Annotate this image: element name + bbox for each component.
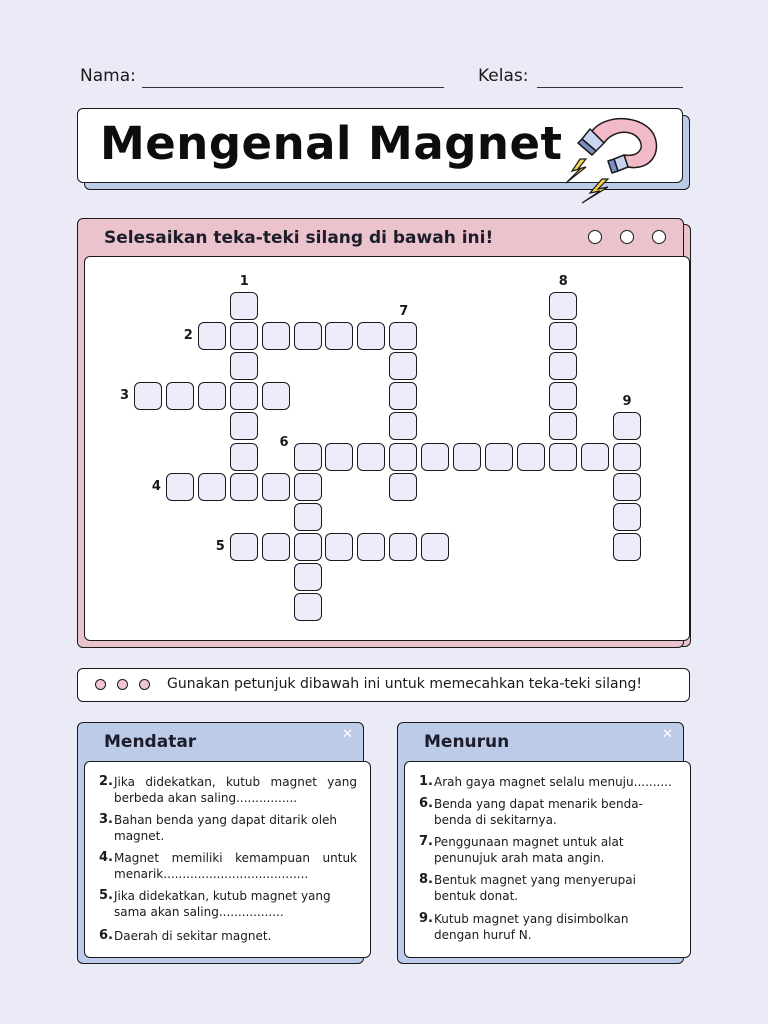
title-box bbox=[77, 108, 683, 183]
clue-mendatar-2: 2. Jika didekatkan, kutub magnet yang berbeda akan saling................ bbox=[99, 774, 357, 805]
clue-menurun-1: 1. Arah gaya magnet selalu menuju.......... bbox=[419, 774, 672, 789]
crossword-cell-1-down[interactable] bbox=[230, 322, 258, 350]
menurun-title: Menurun bbox=[424, 732, 510, 752]
crossword-cell-6-across[interactable] bbox=[357, 443, 385, 471]
crossword-cell-5-across[interactable] bbox=[230, 533, 258, 561]
crossword-cell-1-down[interactable] bbox=[230, 292, 258, 320]
crossword-cell-7-down[interactable] bbox=[389, 412, 417, 440]
clue-menurun-9: 9. Kutub magnet yang disimbolkan dengan huruf N. bbox=[419, 911, 629, 942]
clue-number: 1 bbox=[239, 274, 249, 289]
puzzle-heading: Selesaikan teka-teki silang di bawah ini! bbox=[104, 228, 494, 248]
crossword-cell-1-down[interactable] bbox=[230, 352, 258, 380]
horseshoe-magnet-icon bbox=[558, 109, 668, 204]
crossword-cell-1-down[interactable] bbox=[230, 443, 258, 471]
clue-mendatar-5: 5. Jika didekatkan, kutub magnet yang sama akan saling................. bbox=[99, 888, 331, 919]
crossword-cell-8-down[interactable] bbox=[549, 322, 577, 350]
class-label: Kelas: bbox=[478, 66, 529, 86]
crossword-cell-2-across[interactable] bbox=[357, 322, 385, 350]
clue-number: 4 bbox=[151, 478, 161, 494]
crossword-cell-5-across[interactable] bbox=[389, 533, 417, 561]
crossword-cell-6-across[interactable] bbox=[485, 443, 513, 471]
crossword-cell-1-down[interactable] bbox=[230, 412, 258, 440]
crossword-cell-7-down[interactable] bbox=[389, 382, 417, 410]
crossword-cell-6-down[interactable] bbox=[294, 593, 322, 621]
crossword-cell-2-across[interactable] bbox=[294, 322, 322, 350]
crossword-cell-7-down[interactable] bbox=[389, 473, 417, 501]
pink-dot-icon bbox=[139, 679, 150, 690]
crossword-cell-8-down[interactable] bbox=[549, 382, 577, 410]
crossword-cell-5-across[interactable] bbox=[325, 533, 353, 561]
mendatar-title: Mendatar bbox=[104, 732, 197, 752]
clue-number: 8 bbox=[558, 274, 568, 289]
crossword-cell-6-across[interactable] bbox=[389, 443, 417, 471]
window-dot-icon bbox=[620, 230, 634, 244]
crossword-cell-7-down[interactable] bbox=[389, 352, 417, 380]
name-field[interactable] bbox=[142, 87, 444, 88]
crossword-cell-9-down[interactable] bbox=[613, 533, 641, 561]
crossword-cell-6-down[interactable] bbox=[294, 503, 322, 531]
window-dot-icon bbox=[652, 230, 666, 244]
crossword-cell-4-across[interactable] bbox=[294, 473, 322, 501]
name-label: Nama: bbox=[80, 66, 136, 86]
menurun-clues bbox=[404, 761, 691, 958]
crossword-cell-5-across[interactable] bbox=[262, 533, 290, 561]
crossword-cell-6-across[interactable] bbox=[613, 443, 641, 471]
clue-menurun-6: 6. Benda yang dapat menarik benda-benda di sekitarnya. bbox=[419, 796, 643, 827]
clue-menurun-7: 7. Penggunaan magnet untuk alat penunujuk arah mata angin. bbox=[419, 834, 624, 865]
crossword-cell-4-across[interactable] bbox=[230, 473, 258, 501]
clue-number: 2 bbox=[183, 328, 193, 344]
crossword-cell-2-across[interactable] bbox=[198, 322, 226, 350]
crossword-cell-8-down[interactable] bbox=[549, 412, 577, 440]
crossword-cell-9-down[interactable] bbox=[613, 473, 641, 501]
hint-text: Gunakan petunjuk dibawah ini untuk memecahkan teka-teki silang! bbox=[167, 676, 642, 692]
clue-number: 5 bbox=[215, 538, 225, 554]
clue-mendatar-4: 4. Magnet memiliki kemampuan untuk menarik...................................... bbox=[99, 850, 357, 881]
crossword-cell-6-across[interactable] bbox=[517, 443, 545, 471]
crossword-cell-3-across[interactable] bbox=[134, 382, 162, 410]
crossword-cell-6-across[interactable] bbox=[549, 443, 577, 471]
crossword-cell-8-down[interactable] bbox=[549, 292, 577, 320]
crossword-cell-9-down[interactable] bbox=[613, 412, 641, 440]
crossword-cell-6-across[interactable] bbox=[581, 443, 609, 471]
close-icon[interactable]: ✕ bbox=[342, 727, 353, 742]
clue-mendatar-6: 6. Daerah di sekitar magnet. bbox=[99, 928, 272, 943]
crossword-cell-3-across[interactable] bbox=[166, 382, 194, 410]
crossword-cell-2-across[interactable] bbox=[262, 322, 290, 350]
crossword-cell-6-down[interactable] bbox=[294, 563, 322, 591]
clue-number: 7 bbox=[399, 304, 409, 320]
clue-number: 6 bbox=[279, 434, 289, 450]
clue-menurun-8: 8. Bentuk magnet yang menyerupai bentuk donat. bbox=[419, 872, 636, 903]
crossword-cell-5-across[interactable] bbox=[357, 533, 385, 561]
clue-mendatar-3: 3. Bahan benda yang dapat ditarik oleh magnet. bbox=[99, 812, 338, 843]
crossword-cell-6-across[interactable] bbox=[421, 443, 449, 471]
crossword-cell-4-across[interactable] bbox=[166, 473, 194, 501]
clue-number: 3 bbox=[120, 388, 130, 404]
crossword-cell-2-across[interactable] bbox=[325, 322, 353, 350]
crossword-cell-3-across[interactable] bbox=[262, 382, 290, 410]
crossword-cell-4-across[interactable] bbox=[262, 473, 290, 501]
crossword-cell-4-across[interactable] bbox=[198, 473, 226, 501]
crossword-cell-3-across[interactable] bbox=[198, 382, 226, 410]
lightning-icon bbox=[566, 159, 586, 183]
hint-bar bbox=[77, 668, 690, 702]
class-field[interactable] bbox=[537, 87, 683, 88]
crossword-cell-6-across[interactable] bbox=[453, 443, 481, 471]
pink-dot-icon bbox=[117, 679, 128, 690]
page-title: Mengenal Magnet bbox=[100, 117, 563, 170]
close-icon[interactable]: ✕ bbox=[662, 727, 673, 742]
crossword-cell-8-down[interactable] bbox=[549, 352, 577, 380]
clue-number: 9 bbox=[622, 394, 632, 410]
crossword-cell-5-across[interactable] bbox=[294, 533, 322, 561]
pink-dot-icon bbox=[95, 679, 106, 690]
crossword-cell-6-down[interactable] bbox=[294, 443, 322, 471]
crossword-cell-9-down[interactable] bbox=[613, 503, 641, 531]
crossword-cell-5-across[interactable] bbox=[421, 533, 449, 561]
mendatar-clues bbox=[84, 761, 371, 958]
crossword-cell-1-down[interactable] bbox=[230, 382, 258, 410]
crossword-cell-2-across[interactable] bbox=[389, 322, 417, 350]
crossword-cell-6-across[interactable] bbox=[325, 443, 353, 471]
window-dot-icon bbox=[588, 230, 602, 244]
